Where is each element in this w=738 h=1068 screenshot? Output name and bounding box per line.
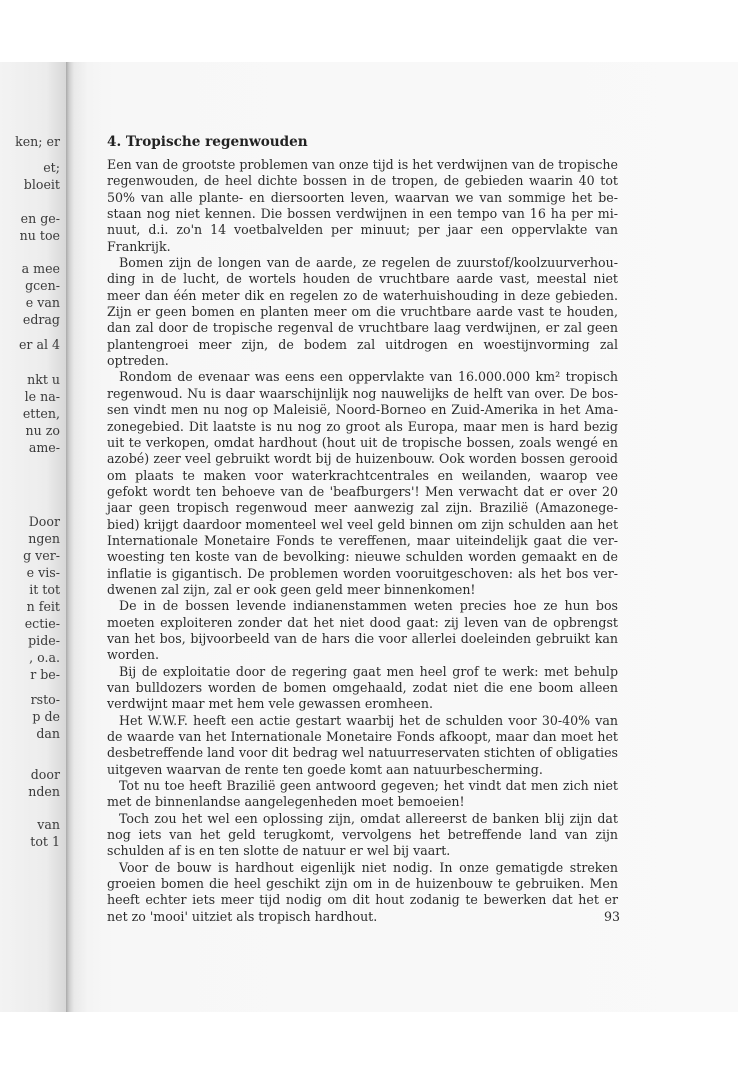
body-paragraph: Het W.W.F. heeft een actie gestart waarbij het de schulden voor 30-40% van de waarde van het Internationale Monetaire Fonds afkoopt, maar dan moet het desbetreffende land voor dit bedrag wel natuurreservaten stichten of obligaties uitgeven waarvan de rente ten goede komt aan natuurbescherming.	[107, 712, 618, 777]
left-page-text-fragment: ngen	[28, 531, 60, 546]
left-page-text-fragment: e vis-	[26, 565, 60, 580]
body-paragraph: Tot nu toe heeft Brazilië geen antwoord gegeven; het vindt dat men zich niet met de binnenlandse aangelegenheden moet bemoeien!	[107, 778, 618, 810]
left-page-text-fragment: ectie-	[24, 616, 60, 631]
left-page-text-fragment: er al 4	[18, 337, 60, 352]
left-page-text-fragment: p de	[32, 709, 60, 724]
page-body	[107, 133, 618, 925]
left-page-text-fragment: r be-	[30, 667, 60, 682]
left-page-text-fragment: et;	[43, 160, 60, 175]
book-gutter	[66, 62, 74, 1012]
left-page-text-fragment: it tot	[29, 582, 60, 597]
left-page-text-fragment: n feit	[26, 599, 60, 614]
left-page-text-fragment: nden	[28, 784, 60, 799]
page-number: 93	[603, 909, 620, 924]
left-page-text-fragment: e van	[25, 295, 60, 310]
body-paragraph: Bij de exploitatie door de regering gaat men heel grof te werk: met behulp van bulldozers worden de bomen omgehaald, zodat niet die ene boom alleen verdwijnt maar met hem vele gewassen eromheen.	[107, 663, 618, 712]
body-paragraph: Voor de bouw is hardhout eigenlijk niet nodig. In onze gematigde streken groeien bomen die heel geschikt zijn om in de huizenbouw te gebruiken. Men heeft echter iets meer tijd nodig om dit hout zodanig te bewerken dat het er net zo 'mooi' uitziet als tropisch hardhout.	[107, 859, 618, 924]
body-paragraph: Toch zou het wel een oplossing zijn, omdat allereerst de banken blij zijn dat nog iets van het geld terugkomt, vervolgens het betreffende land van zijn schulden af is en ten slotte de natuur er wel bij vaart.	[107, 810, 618, 859]
body-paragraph: De in de bossen levende indianenstammen weten precies hoe ze hun bos moeten exploiteren zonder dat het niet dood gaat: zij leven van de opbrengst van het bos, bijvoorbeeld van de hars die voor allerlei doeleinden gebruikt kan worden.	[107, 598, 618, 663]
left-page-text-fragment: , o.a.	[29, 650, 60, 665]
left-page-text-fragment: gcen-	[25, 278, 60, 293]
left-page-text-fragment: van	[37, 817, 60, 832]
left-page-text-fragment: dan	[36, 726, 60, 741]
left-page-text-fragment: etten,	[22, 406, 60, 421]
left-page-text-fragment: ame-	[28, 440, 60, 455]
left-page-text-fragment: rsto-	[30, 692, 60, 707]
left-page-text-fragment: bloeit	[23, 177, 60, 192]
section-heading: 4. Tropische regenwouden	[107, 134, 308, 150]
left-page-text-fragment: en ge-	[20, 211, 60, 226]
body-paragraph: Rondom de evenaar was eens een oppervlakte van 16.000.000 km² tropisch regenwoud. Nu is daar waarschijnlijk nog nauwelijks de helft van over. De bossen vindt men nu nog op Maleisië, Noord-Borneo en Zuid-Amerika in het Amazonegebied. Dit laatste is nu nog zo groot als Europa, maar men is hard bezig uit te verkopen, omdat hardhout (hout uit de tropische bossen, zoals wengé en azobé) zeer veel gebruikt wordt bij de huizenbouw. Ook worden bossen gerooid om plaats te maken voor waterkrachtcentrales en weilanden, waarop vee gefokt wordt ten behoeve van de 'beafburgers'! Men verwacht dat er over 20 jaar geen tropisch regenwoud meer aanwezig zal zijn. Brazilië (Amazonegebied) krijgt daardoor momenteel wel veel geld binnen om zijn schulden aan het Internationale Monetaire Fonds te vereffenen, maar uiteindelijk gaat die verwoesting ten koste van de bevolking: nieuwe schulden worden gemaakt en de inflatie is gigantisch. De problemen worden vooruitgeschoven: als het bos verdwenen zal zijn, zal er ook geen geld meer binnenkomen!	[107, 369, 618, 597]
left-page-text-fragment: door	[30, 767, 60, 782]
left-page-text-fragment: pide-	[28, 633, 60, 648]
left-page-text-fragment: nu zo	[25, 423, 60, 438]
left-page-text-fragment: a mee	[21, 261, 60, 276]
left-page-edge	[0, 62, 66, 1012]
left-page-text-fragment: tot 1	[30, 834, 60, 849]
left-page-text-fragment: le na-	[24, 389, 60, 404]
body-paragraph: Een van de grootste problemen van onze tijd is het verdwijnen van de tropische regenwouden, de heel dichte bossen in de tropen, de gebieden waarin 40 tot 50% van alle plante- en diersoorten leven, waarvan we van sommige het bestaan nog niet kennen. Die bossen verdwijnen in een tempo van 16 ha per minuut, d.i. zo'n 14 voetbalvelden per minuut; per jaar een oppervlakte van Frankrijk.	[107, 157, 618, 254]
left-page-text-fragment: Door	[28, 514, 60, 529]
left-page-text-fragment: g ver-	[23, 548, 60, 563]
left-page-text-fragment: ken; er	[15, 134, 60, 149]
left-page-text-fragment: edrag	[22, 312, 60, 327]
left-page-text-fragment: nu toe	[19, 228, 60, 243]
left-page-text-fragment: nkt u	[27, 372, 60, 387]
body-paragraph: Bomen zijn de longen van de aarde, ze regelen de zuurstof/koolzuurverhouding in de lucht, de wortels houden de vruchtbare aarde vast, meestal niet meer dan één meter dik en regelen zo de waterhuishouding in deze gebieden. Zijn er geen bomen en planten meer om die vruchtbare aarde vast te houden, dan zal door de tropische regenval de vruchtbare laag verdwijnen, er zal geen plantengroei meer zijn, de bodem zal uitdrogen en woestijnvorming zal optreden.	[107, 255, 618, 369]
